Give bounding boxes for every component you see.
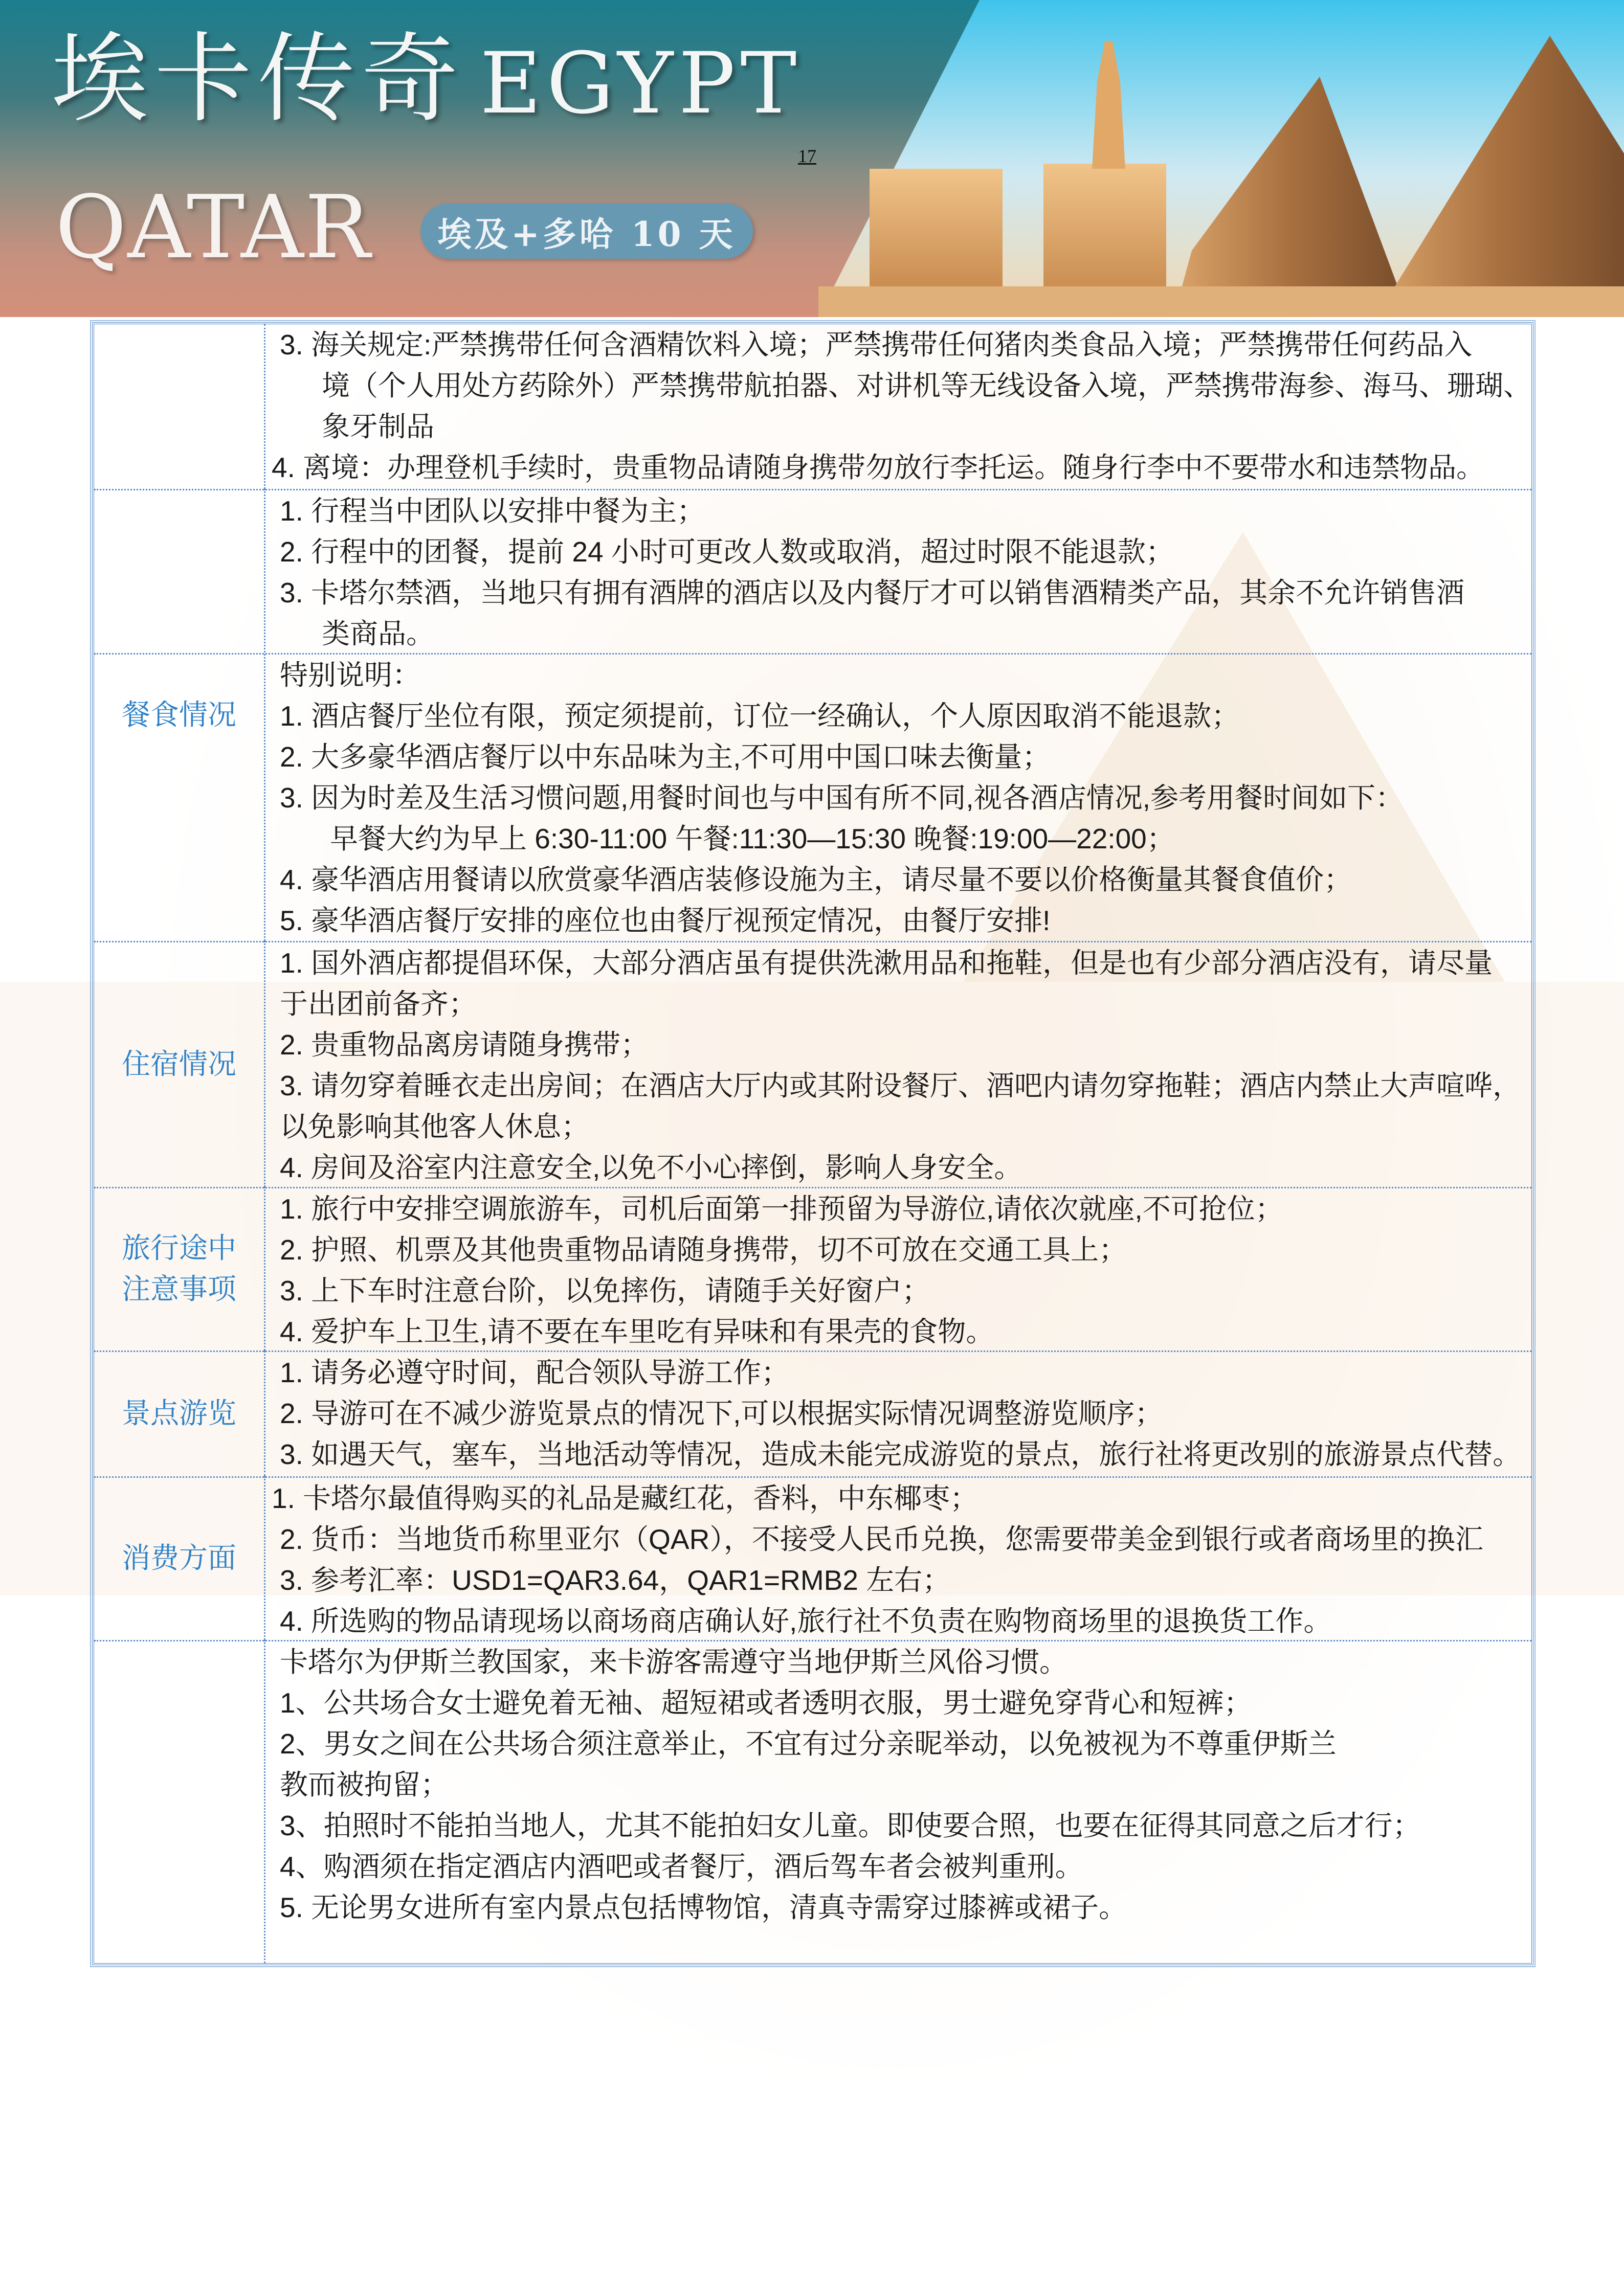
note-line: 3. 因为时差及生活习惯问题,用餐时间也与中国有所不同,视各酒店情况,参考用餐时间如下：	[280, 782, 1404, 814]
note-line: 5. 豪华酒店餐厅安排的座位也由餐厅视预定情况，由餐厅安排!	[280, 905, 1051, 936]
header-banner	[0, 0, 1624, 317]
note-line: 类商品。	[322, 618, 435, 649]
note-line: 4、购酒须在指定酒店内酒吧或者餐厅，酒后驾车者会被判重刑。	[280, 1851, 1083, 1882]
customs-row	[94, 324, 1531, 489]
notes-table	[92, 322, 1533, 1965]
ground	[818, 286, 1624, 317]
row-content	[265, 1352, 1531, 1475]
consumption-row	[94, 1476, 1531, 1640]
note-line: 4. 所选购的物品请现场以商场商店确认好,旅行社不负责在购物商场里的退换货工作。	[280, 1605, 1332, 1637]
note-line: 3、拍照时不能拍当地人，尤其不能拍妇女儿童。即使要合照，也要在征得其同意之后才行；	[280, 1810, 1421, 1841]
note-line: 1、公共场合女士避免着无袖、超短裙或者透明衣服，男士避免穿背心和短裤；	[280, 1687, 1252, 1719]
building	[870, 169, 1003, 291]
row-label-text: 餐食情况	[122, 699, 236, 731]
row-label-text: 旅行途中 注意事项	[122, 1232, 236, 1305]
row-label	[94, 1350, 265, 1476]
row-label	[94, 1640, 265, 1963]
note-line: 2. 导游可在不减少游览景点的情况下,可以根据实际情况调整游览顺序；	[280, 1398, 1163, 1429]
row-label	[94, 324, 265, 489]
sightseeing-row	[94, 1350, 1531, 1476]
meals-row	[94, 489, 1531, 653]
note-line: 早餐大约为早上 6:30-11:00 午餐:11:30—15:30 晚餐:19:00—22:00；	[330, 823, 1175, 854]
note-line: 教而被拘留；	[280, 1769, 449, 1800]
note-line: 1. 请务必遵守时间，配合领队导游工作；	[280, 1357, 790, 1388]
row-content	[265, 1641, 1531, 1928]
note-line: 3. 参考汇率：USD1=QAR3.64，QAR1=RMB2 左右；	[280, 1564, 951, 1596]
row-content	[265, 324, 1531, 488]
note-line: 4. 离境：办理登机手续时，贵重物品请随身携带勿放行李托运。随身行李中不要带水和违禁物品。	[272, 452, 1485, 483]
note-line: 境（个人用处方药除外）严禁携带航拍器、对讲机等无线设备入境，严禁携带海参、海马、珊瑚、	[322, 370, 1532, 401]
note-line: 4. 房间及浴室内注意安全,以免不小心摔倒，影响人身安全。	[280, 1152, 1022, 1183]
meals-special-row	[94, 653, 1531, 941]
row-label-text: 景点游览	[122, 1397, 236, 1429]
note-line: 1. 旅行中安排空调旅游车，司机后面第一排预留为导游位,请依次就座,不可抢位；	[280, 1193, 1283, 1225]
note-line: 2. 贵重物品离房请随身携带；	[280, 1029, 649, 1061]
note-line: 5. 无论男女进所有室内景点包括博物馆，清真寺需穿过膝裤或裙子。	[280, 1892, 1127, 1923]
note-line: 3. 如遇天气，塞车，当地活动等情况，造成未能完成游览的景点，旅行社将更改别的旅游景点代替。	[280, 1438, 1521, 1470]
title-cn: 埃卡传奇	[51, 22, 465, 136]
customs-etiquette-row	[94, 1640, 1531, 1963]
note-line: 3. 上下车时注意台阶，以免摔伤，请随手关好窗户；	[280, 1275, 930, 1307]
accommodation-row	[94, 941, 1531, 1187]
note-line: 2. 护照、机票及其他贵重物品请随身携带，切不可放在交通工具上；	[280, 1234, 1127, 1266]
trip-badge: 埃及+多哈 10 天	[420, 204, 753, 259]
row-label-text: 住宿情况	[122, 1047, 236, 1080]
title-en: EGYPT	[480, 34, 802, 132]
note-line: 于出团前备齐；	[280, 988, 477, 1020]
row-content	[265, 655, 1531, 941]
note-line: 特别说明：	[280, 659, 421, 691]
travel-row	[94, 1187, 1531, 1350]
note-line: 2、男女之间在公共场合须注意举止，不宜有过分亲昵举动，以免被视为不尊重伊斯兰	[280, 1728, 1337, 1760]
note-line: 2. 货币：当地货币称里亚尔（QAR），不接受人民币兑换，您需要带美金到银行或者商场里的换汇	[280, 1523, 1483, 1555]
row-content	[265, 1478, 1531, 1641]
note-line: 3. 卡塔尔禁酒，当地只有拥有酒牌的酒店以及内餐厅才可以销售酒精类产品，其余不允许销售酒	[280, 577, 1465, 609]
row-content	[265, 490, 1531, 654]
row-label	[94, 941, 265, 1187]
row-label	[94, 489, 265, 941]
note-line: 2. 行程中的团餐，提前 24 小时可更改人数或取消，超过时限不能退款；	[280, 536, 1174, 568]
banner-title	[51, 22, 802, 136]
note-line: 以免影响其他客人休息；	[280, 1111, 590, 1142]
note-line: 4. 爱护车上卫生,请不要在车里吃有异味和有果壳的食物。	[280, 1316, 994, 1347]
building	[1043, 164, 1166, 297]
note-line: 3. 海关规定:严禁携带任何含酒精饮料入境；严禁携带任何猪肉类食品入境；严禁携带任何药品入	[280, 329, 1473, 361]
note-line: 4. 豪华酒店用餐请以欣赏豪华酒店装修设施为主，请尽量不要以价格衡量其餐食值价；	[280, 864, 1352, 895]
note-line: 2. 大多豪华酒店餐厅以中东品味为主,不可用中国口味去衡量；	[280, 741, 1051, 773]
row-label	[94, 1476, 265, 1640]
row-divider	[265, 489, 1531, 490]
row-content	[265, 1188, 1531, 1352]
row-content	[265, 942, 1531, 1188]
note-line: 1. 国外酒店都提倡环保，大部分酒店虽有提供洗漱用品和拖鞋，但是也有少部分酒店没有，请尽量	[280, 947, 1493, 979]
note-line: 1. 行程当中团队以安排中餐为主；	[280, 495, 705, 527]
row-label-text: 消费方面	[122, 1542, 236, 1574]
note-line: 1. 卡塔尔最值得购买的礼品是藏红花，香料，中东椰枣；	[272, 1482, 978, 1514]
note-line: 象牙制品	[322, 411, 435, 442]
page-number: 17	[798, 146, 816, 166]
note-line: 卡塔尔为伊斯兰教国家，来卡游客需遵守当地伊斯兰风俗习惯。	[280, 1646, 1068, 1678]
note-line: 3. 请勿穿着睡衣走出房间；在酒店大厅内或其附设餐厅、酒吧内请勿穿拖鞋；酒店内禁止大声喧哗，	[280, 1070, 1521, 1101]
note-line: 1. 酒店餐厅坐位有限，预定须提前，订位一经确认，个人原因取消不能退款；	[280, 700, 1240, 732]
banner-subtitle: QATAR	[55, 177, 371, 278]
row-label	[94, 1187, 265, 1350]
